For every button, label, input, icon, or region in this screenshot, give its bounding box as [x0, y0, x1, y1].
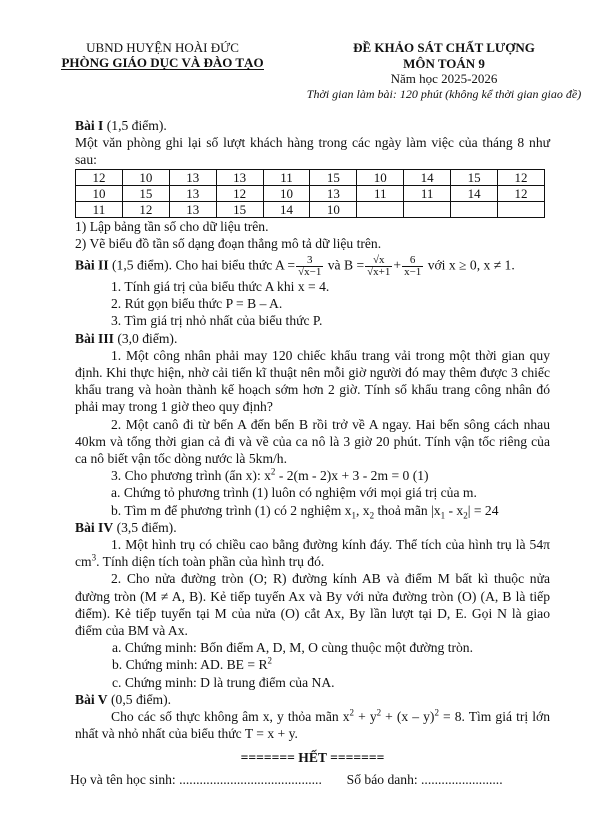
table-cell: 15 — [216, 201, 263, 217]
bai3-q3b-text: b. Tìm m để phương trình (1) có 2 nghiệm x — [111, 502, 352, 518]
bai5-q-text: Cho các số thực không âm x, y thỏa mãn x — [111, 709, 350, 725]
bai3-q3b-text2: , x — [355, 502, 370, 518]
table-cell: 12 — [76, 169, 123, 185]
table-cell: 12 — [122, 201, 169, 217]
table-cell: 10 — [357, 169, 404, 185]
bai2-condition: với x ≥ 0, x ≠ 1. — [427, 257, 515, 273]
expr-a-label: A = — [274, 257, 296, 273]
fraction-a-den: √x−1 — [298, 266, 322, 279]
bai3-q3b: b. Tìm m để phương trình (1) có 2 nghiệm $x_1$, $x_2$ thoả mãn $|x_1 - x_2| = 24$ — [111, 502, 499, 521]
bai3-q3a: a. Chứng tỏ phương trình (1) luôn có nghiệm với mọi giá trị của m. — [111, 485, 477, 501]
bai3-q1: 1. Một công nhân phải may 120 chiếc khẩu trang vải trong một thời gian quy định. Khi thực hiện, nhờ cải tiến kĩ thuật nên mỗi giờ người đó may thêm được 3 chiếc khẩu trang và hoàn thành kế hoạch sớm hơn 2 giờ. Tính số khẩu trang công nhân đó phải may trong 1 giờ theo quy định? — [75, 347, 550, 415]
table-cell: 14 — [404, 169, 451, 185]
bai4-heading: Bài IV — [75, 519, 114, 535]
table-cell — [357, 201, 404, 217]
table-cell: 11 — [404, 185, 451, 201]
table-cell: 11 — [76, 201, 123, 217]
authority-name: UBND HUYỆN HOÀI ĐỨC — [86, 40, 239, 55]
signature-line — [70, 771, 550, 788]
fraction-b1 — [365, 255, 392, 278]
department-name: PHÒNG GIÁO DỤC VÀ ĐÀO TẠO — [61, 55, 264, 70]
bai4-qc: c. Chứng minh: D là trung điểm của NA. — [112, 674, 335, 690]
bai1-q1: 1) Lập bảng tần số cho dữ liệu trên. — [75, 218, 269, 234]
plus-sign: + — [393, 257, 402, 273]
table-cell: 13 — [310, 185, 357, 201]
fraction-a-num: 3 — [296, 255, 323, 267]
bai3-points: (3,0 điểm). — [117, 330, 178, 346]
table-cell: 13 — [169, 185, 216, 201]
bai3-q3b-text5: | = 24 — [467, 502, 499, 518]
fraction-b2-num: 6 — [402, 255, 423, 267]
bai3-q3-text2: - 2(m - 2)x + 3 - 2m = 0 (1) — [275, 468, 429, 484]
bai4-q1-text2: . Tính diện tích toàn phần của hình trụ đó. — [96, 554, 325, 570]
data-table — [75, 169, 545, 218]
bai3-q3b-text3: thoả mãn |x — [374, 502, 441, 518]
time-note: Thời gian làm bài: 120 phút (không kể thời gian giao đề) — [306, 86, 582, 101]
table-cell: 15 — [451, 169, 498, 185]
table-cell: 12 — [498, 169, 545, 185]
fraction-b2 — [402, 255, 423, 278]
exam-title: ĐỀ KHẢO SÁT CHẤT LƯỢNG — [353, 40, 535, 55]
table-cell — [451, 201, 498, 217]
bai2-heading: Bài II — [75, 257, 109, 273]
fraction-b1-num: √x — [365, 255, 392, 267]
table-cell: 12 — [498, 185, 545, 201]
bai3-q2: 2. Một canô đi từ bến A đến bến B rồi trở về A ngay. Hai bến sông cách nhau 40km và tổng thời gian cả đi và về của ca nô là 3 giờ 20 phút. Tính vận tốc riêng của ca nô biết vận tốc dòng nước là 5km/h. — [75, 416, 550, 467]
bai1-heading: Bài I — [75, 118, 104, 133]
bai1-points: (1,5 điểm). — [106, 118, 167, 133]
table-cell: 13 — [216, 169, 263, 185]
header-left — [55, 40, 270, 70]
bai3-q3b-text4: - x — [445, 502, 464, 518]
table-cell: 13 — [169, 169, 216, 185]
bai3-heading: Bài III — [75, 330, 114, 346]
table-cell: 14 — [451, 185, 498, 201]
table-cell — [498, 201, 545, 217]
table-cell: 12 — [216, 185, 263, 201]
expr-b-label: B = — [344, 257, 365, 273]
bai4-q2: 2. Cho nửa đường tròn (O; R) đường kính AB và điểm M bất kì thuộc nửa đường tròn (M ≠ A, B). Kẻ tiếp tuyến Ax và By với nửa đường tròn (O) (A, B là tiếp điểm). Kẻ tiếp tuyến tại M của nửa (O) cắt Ax, By lần lượt tại D, E. Gọi N là giao điểm của BM và Ax. — [75, 571, 550, 639]
and-word: và — [327, 257, 341, 273]
bai4-q1-text: 1. Một hình trụ có chiều cao bằng đường kính đáy. Thể tích của hình trụ là 54π cm — [75, 537, 550, 570]
table-cell: 10 — [76, 185, 123, 201]
bai2-q2: 2. Rút gọn biểu thức P = B – A. — [111, 296, 283, 312]
bai1-intro: Một văn phòng ghi lại số lượt khách hàng trong các ngày làm việc của tháng 8 như sau: — [75, 135, 550, 168]
bai5-q: Cho các số thực không âm x, y thỏa mãn $x^2 + y^2 + (x - y)^2 = 8$. Tìm giá trị lớn nhất và nhỏ nhất của biểu thức T = x + y. — [75, 707, 550, 742]
candidate-number-field: Số báo danh: ........................ — [346, 771, 503, 787]
bai4-qb: b. Chứng minh: AD. BE = $R^2$ — [112, 655, 273, 673]
header-right — [300, 40, 588, 102]
bai5-q-text2: + y — [354, 709, 377, 725]
fraction-b2-den: x−1 — [404, 266, 422, 279]
bai3-q3: 3. Cho phương trình (ẩn x): $x^2 - 2(m - 2)x + 3 - 2m = 0$ (1) — [111, 466, 429, 484]
table-cell: 10 — [122, 169, 169, 185]
fraction-a — [296, 255, 323, 278]
bai2-q3: 3. Tìm giá trị nhỏ nhất của biểu thức P. — [111, 313, 323, 329]
subject: MÔN TOÁN 9 — [403, 55, 485, 71]
table-row — [76, 185, 545, 201]
bai5-q-text3: + (x – y) — [381, 709, 435, 725]
bai2-q1: 1. Tính giá trị của biểu thức A khi x = 4. — [111, 279, 330, 295]
bai3-q3-text: 3. Cho phương trình (ẩn x): x — [111, 468, 271, 484]
table-cell: 13 — [169, 201, 216, 217]
table-cell: 10 — [263, 185, 310, 201]
school-year: Năm học 2025-2026 — [390, 71, 498, 86]
table-cell: 15 — [310, 169, 357, 185]
table-cell: 11 — [263, 169, 310, 185]
fraction-b1-den: √x+1 — [367, 266, 391, 279]
bai5-q-text4: = 8. Tìm giá trị lớn nhất và nhỏ nhất của biểu thức T = x + y. — [75, 709, 550, 742]
student-name-field: Họ và tên học sinh: .......................................... — [70, 771, 322, 787]
table-cell: 14 — [263, 201, 310, 217]
bai4-q1: 1. Một hình trụ có chiều cao bằng đường kính đáy. Thể tích của hình trụ là 54π $cm^3$. Tính diện tích toàn phần của hình trụ đó. — [75, 537, 550, 570]
table-row — [76, 169, 545, 185]
table-cell — [404, 201, 451, 217]
end-marker: ======= HẾT ======= — [240, 749, 385, 765]
bai5-heading: Bài V — [75, 691, 108, 707]
bai1-q2: 2) Vẽ biểu đồ tần số dạng đoạn thẳng mô tả dữ liệu trên. — [75, 235, 382, 251]
table-cell: 15 — [122, 185, 169, 201]
bai4-qb-text: b. Chứng minh: AD. BE = R — [112, 657, 268, 673]
bai4-qa: a. Chứng minh: Bốn điểm A, D, M, O cùng thuộc một đường tròn. — [112, 640, 473, 656]
bai2-line — [75, 255, 550, 278]
bai5-points: (0,5 điểm). — [111, 691, 172, 707]
table-cell: 11 — [357, 185, 404, 201]
exam-body — [70, 117, 550, 788]
bai2-points: (1,5 điểm). Cho hai biểu thức — [112, 257, 273, 273]
table-row — [76, 201, 545, 217]
bai4-points: (3,5 điểm). — [116, 519, 177, 535]
table-cell: 10 — [310, 201, 357, 217]
